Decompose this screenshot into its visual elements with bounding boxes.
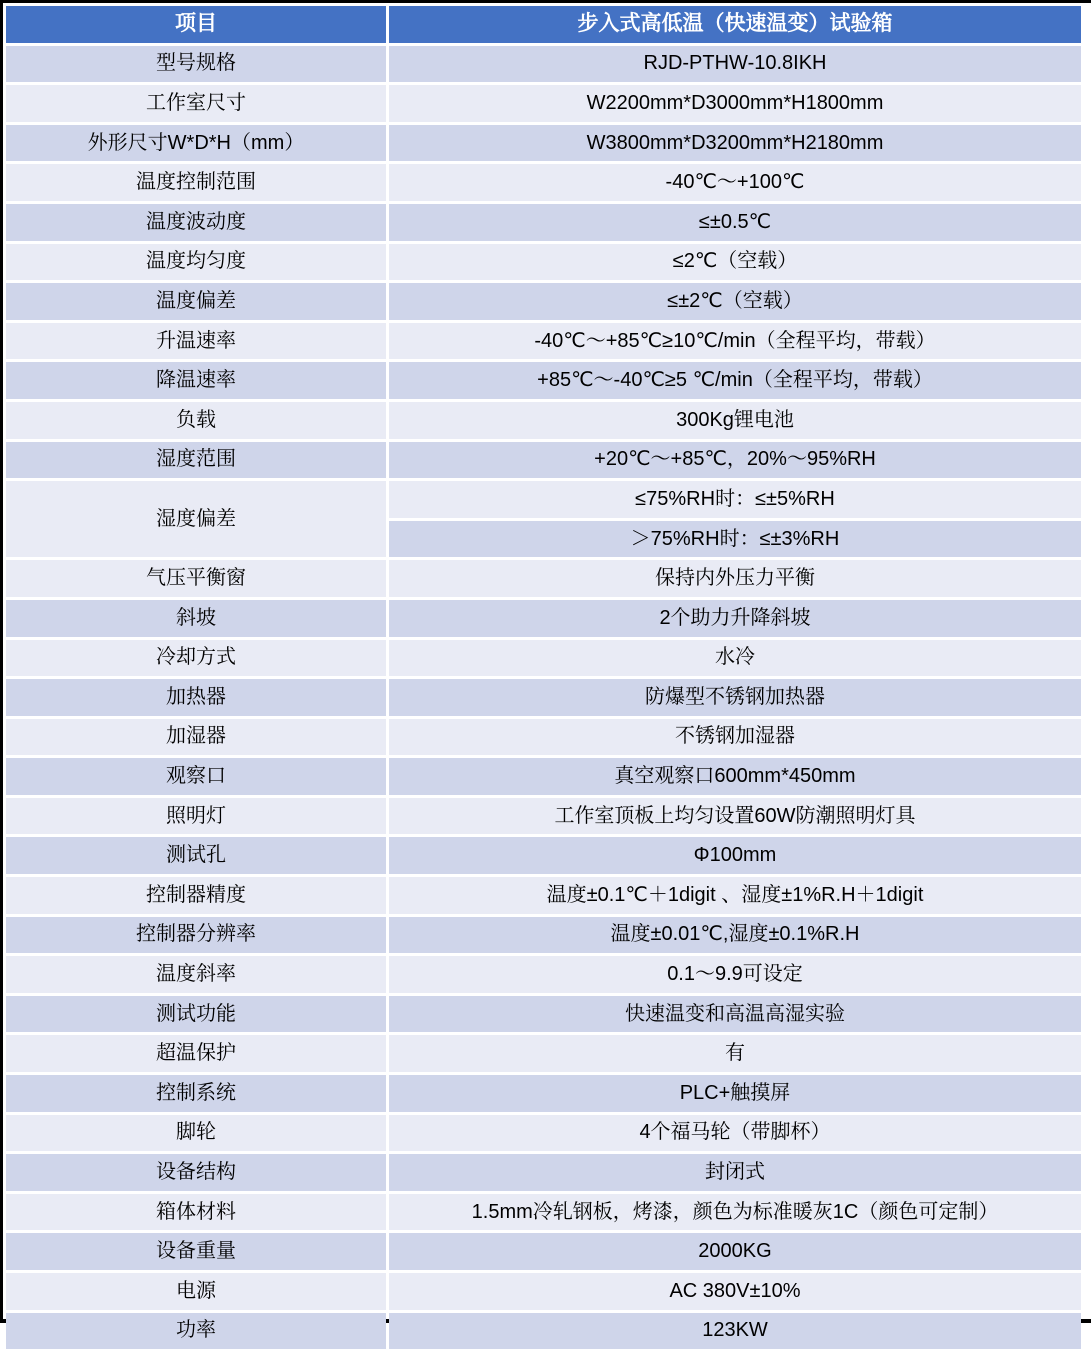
value-cell: 123KW: [389, 1313, 1081, 1350]
item-cell: 降温速率: [6, 362, 386, 399]
item-cell: 温度斜率: [6, 956, 386, 993]
table-row: [6, 1154, 1081, 1191]
table-row: [6, 362, 1081, 399]
table-row: [6, 679, 1081, 716]
item-cell: 照明灯: [6, 798, 386, 835]
item-cell: 负载: [6, 402, 386, 439]
item-cell: 测试孔: [6, 837, 386, 874]
item-cell: 电源: [6, 1273, 386, 1310]
value-cell: +20℃～+85℃，20%～95%RH: [389, 442, 1081, 479]
value-cell: 2000KG: [389, 1233, 1081, 1270]
item-cell: 加湿器: [6, 719, 386, 756]
item-cell: 温度波动度: [6, 204, 386, 241]
value-cell: ≤2℃（空载）: [389, 244, 1081, 281]
value-cell: 不锈钢加湿器: [389, 719, 1081, 756]
table-row: [6, 877, 1081, 914]
item-cell: 控制系统: [6, 1075, 386, 1112]
table-row: [6, 758, 1081, 795]
value-cell: ≤±2℃（空载）: [389, 283, 1081, 320]
item-cell: 加热器: [6, 679, 386, 716]
value-cell: -40℃～+85℃≥10℃/min（全程平均，带载）: [389, 323, 1081, 360]
table-row: [6, 1035, 1081, 1072]
table-row: [6, 600, 1081, 637]
header-product-cell: 步入式高低温（快速温变）试验箱: [389, 6, 1081, 43]
table-row: [6, 85, 1081, 122]
value-cell: Φ100mm: [389, 837, 1081, 874]
table-row: [6, 1313, 1081, 1350]
table-row: [6, 956, 1081, 993]
table-row: [6, 125, 1081, 162]
item-cell: 工作室尺寸: [6, 85, 386, 122]
value-cell: 温度±0.1℃＋1digit 、湿度±1%R.H＋1digit: [389, 877, 1081, 914]
value-cell: W3800mm*D3200mm*H2180mm: [389, 125, 1081, 162]
value-cell: PLC+触摸屏: [389, 1075, 1081, 1112]
item-cell: 升温速率: [6, 323, 386, 360]
item-cell: 气压平衡窗: [6, 560, 386, 597]
item-cell: 湿度偏差: [6, 481, 386, 557]
table-row: [6, 719, 1081, 756]
value-cell: 0.1～9.9可设定: [389, 956, 1081, 993]
table-row: [6, 560, 1081, 597]
table-row: [6, 640, 1081, 677]
value-cell: 有: [389, 1035, 1081, 1072]
value-cell: W2200mm*D3000mm*H1800mm: [389, 85, 1081, 122]
item-cell: 观察口: [6, 758, 386, 795]
table-row: [6, 402, 1081, 439]
table-header-row: [6, 6, 1081, 43]
table-row: [6, 244, 1081, 281]
item-cell: 测试功能: [6, 996, 386, 1033]
header-item-cell: 项目: [6, 6, 386, 43]
value-cell: 工作室顶板上均匀设置60W防潮照明灯具: [389, 798, 1081, 835]
value-cell: AC 380V±10%: [389, 1273, 1081, 1310]
item-cell: 型号规格: [6, 46, 386, 83]
table-row: [6, 481, 1081, 518]
item-cell: 脚轮: [6, 1115, 386, 1152]
value-cell: +85℃～-40℃≥5 ℃/min（全程平均，带载）: [389, 362, 1081, 399]
value-cell: 2个助力升降斜坡: [389, 600, 1081, 637]
value-cell: ≤75%RH时：≤±5%RH: [389, 481, 1081, 518]
item-cell: 斜坡: [6, 600, 386, 637]
table-row: [6, 917, 1081, 954]
table-row: [6, 837, 1081, 874]
item-cell: 外形尺寸W*D*H（mm）: [6, 125, 386, 162]
item-cell: 设备重量: [6, 1233, 386, 1270]
item-cell: 设备结构: [6, 1154, 386, 1191]
table-row: [6, 283, 1081, 320]
value-cell: 温度±0.01℃,湿度±0.1%R.H: [389, 917, 1081, 954]
value-cell: 真空观察口600mm*450mm: [389, 758, 1081, 795]
value-cell: 300Kg锂电池: [389, 402, 1081, 439]
item-cell: 控制器分辨率: [6, 917, 386, 954]
table-row: [6, 1075, 1081, 1112]
item-cell: 温度均匀度: [6, 244, 386, 281]
item-cell: 冷却方式: [6, 640, 386, 677]
item-cell: 箱体材料: [6, 1194, 386, 1231]
value-cell: 4个福马轮（带脚杯）: [389, 1115, 1081, 1152]
table-row: [6, 323, 1081, 360]
item-cell: 湿度范围: [6, 442, 386, 479]
item-cell: 超温保护: [6, 1035, 386, 1072]
table-row: [6, 1273, 1081, 1310]
spec-table: [3, 3, 1084, 1352]
value-cell: 防爆型不锈钢加热器: [389, 679, 1081, 716]
item-cell: 功率: [6, 1313, 386, 1350]
table-row: [6, 1194, 1081, 1231]
table-row: [6, 798, 1081, 835]
table-row: [6, 1233, 1081, 1270]
table-row: [6, 46, 1081, 83]
table-row: [6, 996, 1081, 1033]
value-cell: 1.5mm冷轧钢板，烤漆，颜色为标准暖灰1C（颜色可定制）: [389, 1194, 1081, 1231]
value-cell: RJD-PTHW-10.8IKH: [389, 46, 1081, 83]
value-cell: ＞75%RH时：≤±3%RH: [389, 521, 1081, 558]
value-cell: 水冷: [389, 640, 1081, 677]
value-cell: 封闭式: [389, 1154, 1081, 1191]
value-cell: 保持内外压力平衡: [389, 560, 1081, 597]
table-row: [6, 204, 1081, 241]
item-cell: 控制器精度: [6, 877, 386, 914]
table-row: [6, 1115, 1081, 1152]
item-cell: 温度控制范围: [6, 164, 386, 201]
table-row: [6, 164, 1081, 201]
value-cell: -40℃～+100℃: [389, 164, 1081, 201]
item-cell: 温度偏差: [6, 283, 386, 320]
table-row: [6, 442, 1081, 479]
value-cell: 快速温变和高温高湿实验: [389, 996, 1081, 1033]
value-cell: ≤±0.5℃: [389, 204, 1081, 241]
